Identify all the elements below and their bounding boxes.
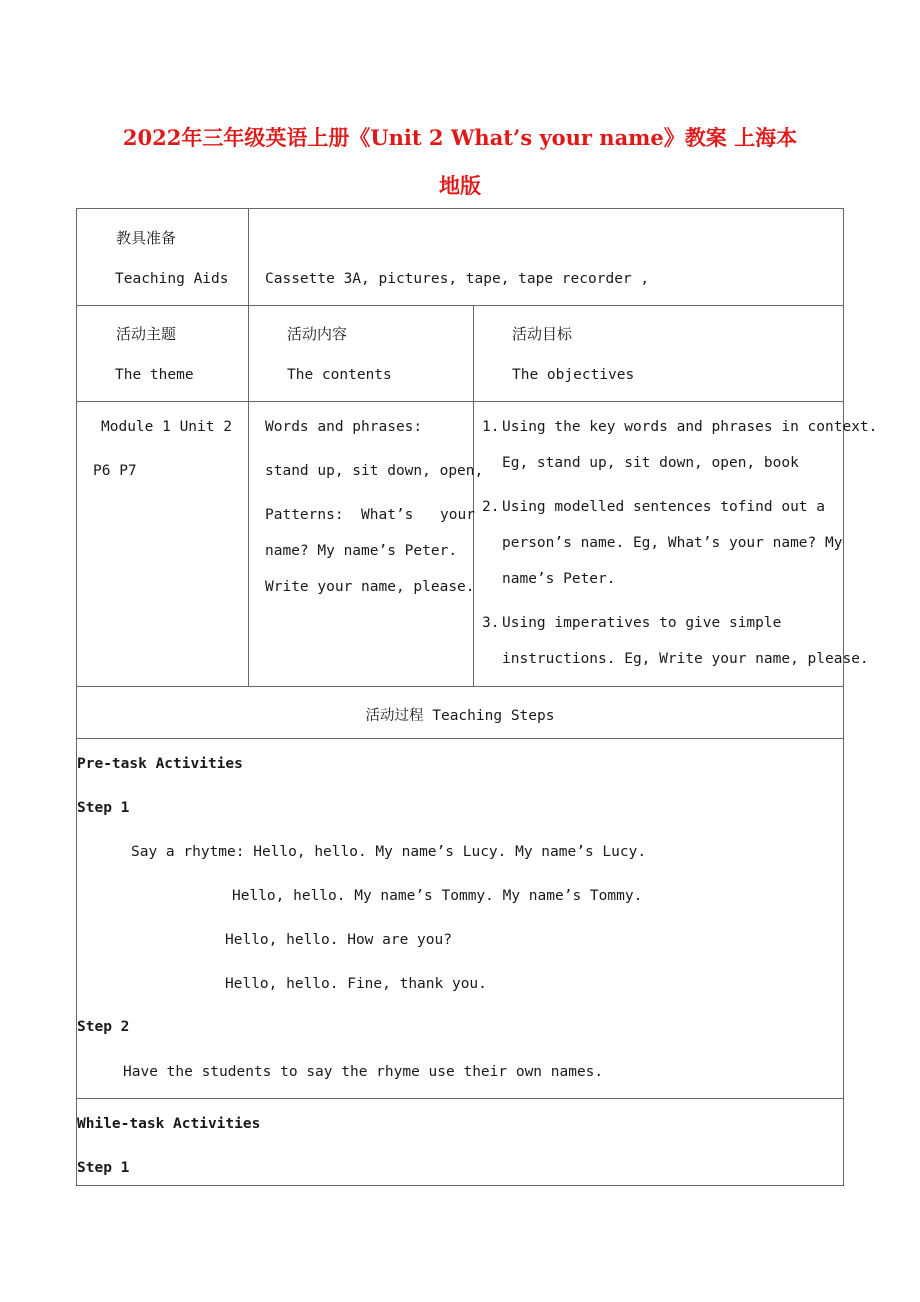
rhyme-line-4: Hello, hello. Fine, thank you. <box>225 976 487 992</box>
pre-task-heading: Pre-task Activities <box>77 756 243 772</box>
rhyme-line-1: Say a rhytme: Hello, hello. My name’s Lucy. My name’s Lucy. <box>131 844 647 860</box>
contents-line-5: Write your name, please. <box>265 579 475 595</box>
header-contents-cn: 活动内容 <box>287 325 348 343</box>
row-divider <box>77 738 843 739</box>
pre-task-step-1: Step 1 <box>77 800 130 816</box>
objective-3-line-2: instructions. Eg, Write your name, please. <box>502 651 869 667</box>
document-title-line-1: 2022年三年级英语上册《Unit 2 What’s your name》教案 上海本 <box>122 125 798 150</box>
objective-2-line-1: Using modelled sentences tofind out a <box>502 499 826 515</box>
objective-1-line-1: Using the key words and phrases in context. <box>502 419 878 435</box>
rhyme-line-3: Hello, hello. How are you? <box>225 932 452 948</box>
aids-label-cn: 教具准备 <box>116 229 177 247</box>
contents-line-3a: Patterns: <box>265 507 344 523</box>
objective-1-line-2: Eg, stand up, sit down, open, book <box>502 455 799 471</box>
aids-value: Cassette 3A, pictures, tape, tape recorder , <box>265 271 650 287</box>
objective-2-number: 2. <box>482 499 500 515</box>
header-theme-cn: 活动主题 <box>116 325 177 343</box>
column-divider <box>248 209 249 686</box>
module-line-2: P6 P7 <box>93 463 137 479</box>
module-line-1: Module 1 Unit 2 <box>101 419 232 435</box>
header-objectives-cn: 活动目标 <box>512 325 573 343</box>
header-objectives-en: The objectives <box>512 367 635 383</box>
objective-2-line-2: person’s name. Eg, What’s your name? My <box>502 535 843 551</box>
contents-line-3c: your <box>440 507 475 523</box>
contents-line-1: Words and phrases: <box>265 419 423 435</box>
contents-line-2: stand up, sit down, open, <box>265 463 484 479</box>
objective-3-number: 3. <box>482 615 500 631</box>
while-task-step-1: Step 1 <box>77 1160 130 1176</box>
row-divider <box>77 1098 843 1099</box>
column-divider <box>473 305 474 686</box>
objective-3-line-1: Using imperatives to give simple <box>502 615 782 631</box>
contents-line-3b: What’s <box>361 507 414 523</box>
pre-task-step-2: Step 2 <box>77 1019 130 1035</box>
teaching-steps-header: 活动过程 Teaching Steps <box>365 708 555 724</box>
row-divider <box>77 401 843 402</box>
objective-1-number: 1. <box>482 419 500 435</box>
pre-task-step-2-text: Have the students to say the rhyme use their own names. <box>123 1064 604 1080</box>
document-title-line-2: 地版 <box>439 173 481 198</box>
lesson-plan-table <box>76 208 878 1186</box>
while-task-heading: While-task Activities <box>77 1116 261 1132</box>
objective-2-line-3: name’s Peter. <box>502 571 616 587</box>
rhyme-line-2: Hello, hello. My name’s Tommy. My name’s Tommy. <box>232 888 643 904</box>
header-theme-en: The theme <box>115 367 194 383</box>
row-divider <box>77 305 843 306</box>
row-divider <box>77 686 843 687</box>
aids-label-en: Teaching Aids <box>115 271 229 287</box>
header-contents-en: The contents <box>287 367 392 383</box>
contents-line-4: name? My name’s Peter. <box>265 543 458 559</box>
